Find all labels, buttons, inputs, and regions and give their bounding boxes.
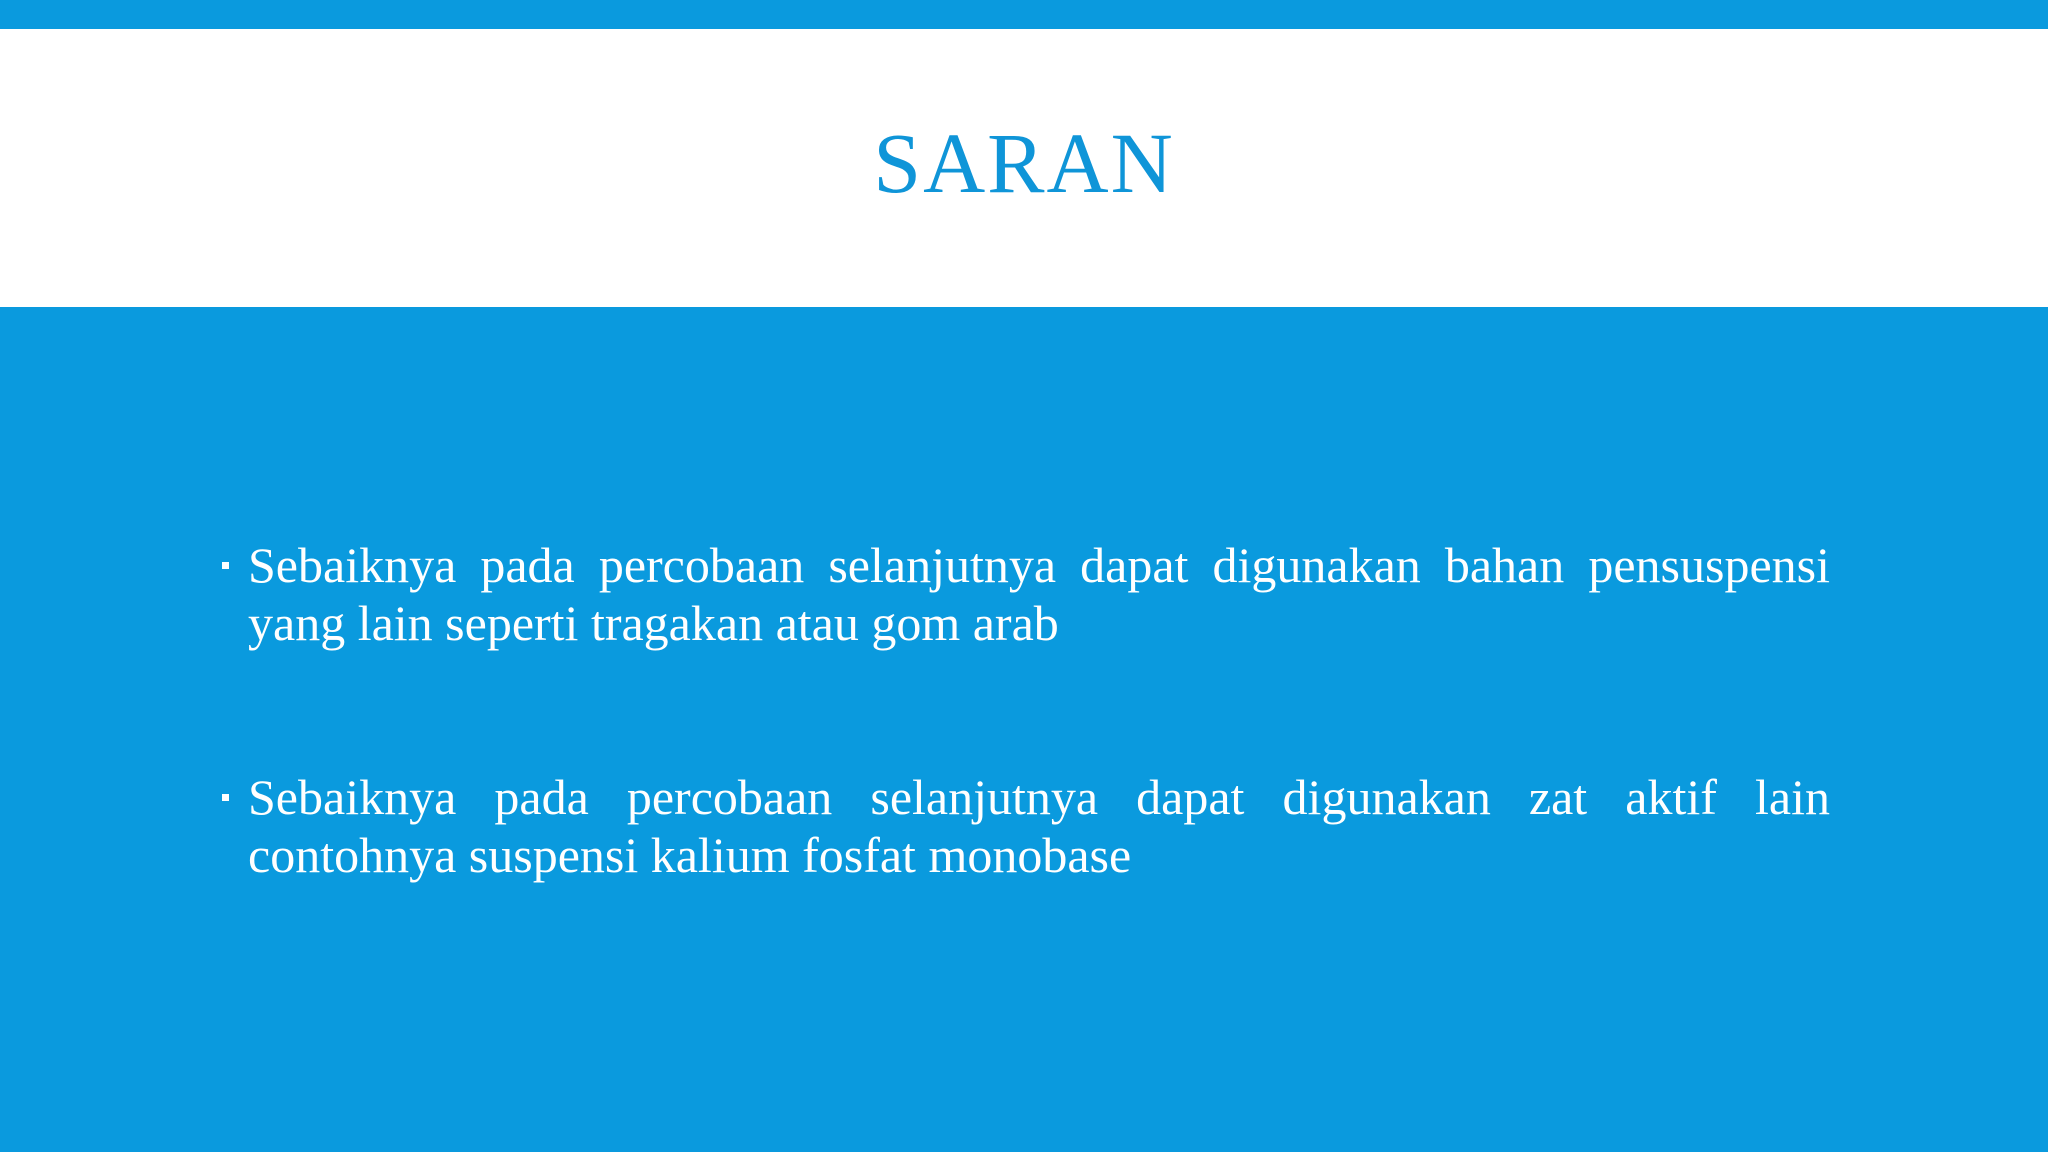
slide-title: SARAN <box>873 115 1175 211</box>
square-bullet-icon <box>222 794 229 801</box>
bullet-list <box>218 536 1830 1000</box>
bullet-item <box>218 536 1830 652</box>
bullet-text: Sebaiknya pada percobaan selanjutnya dapat digunakan zat aktif lain contohnya suspensi kalium fosfat monobase <box>248 769 1830 883</box>
bullet-text: Sebaiknya pada percobaan selanjutnya dapat digunakan bahan pensuspensi yang lain seperti tragakan atau gom arab <box>248 537 1830 651</box>
bullet-item <box>218 768 1830 884</box>
square-bullet-icon <box>222 562 229 569</box>
top-accent-band <box>0 0 2048 29</box>
